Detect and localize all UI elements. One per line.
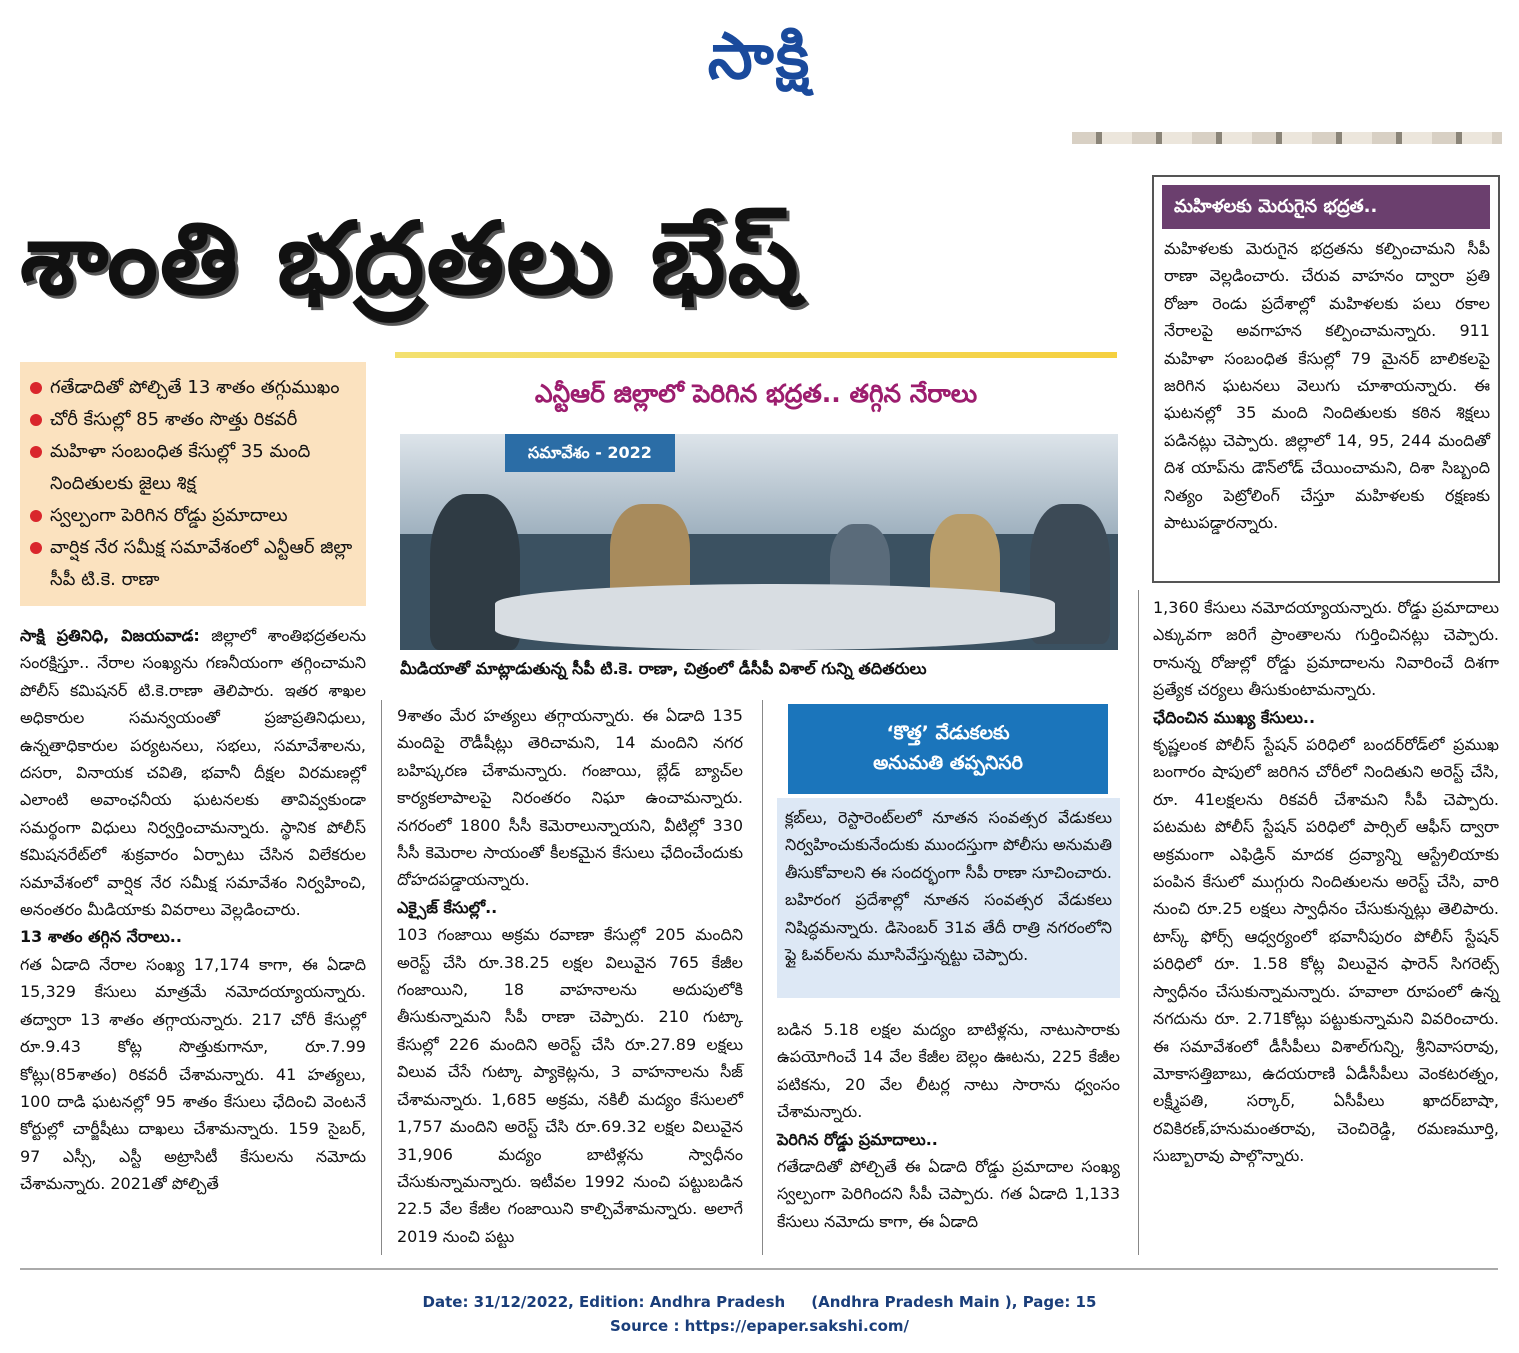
footer-source: Source : https://epaper.sakshi.com/ [609,1317,909,1335]
top-photo-strip [1072,132,1502,144]
highlight-item: మహిళా సంబంధిత కేసుల్లో 35 మంది నిందితులకు జైలు శిక్ష [30,436,358,500]
article-column-3 [777,1016,1120,1235]
photo-banner: సమావేశం - 2022 [505,434,675,472]
footer-rule [20,1268,1498,1270]
column-divider [1138,590,1139,1255]
newyear-box-title: ‘కొత్త’ వేడుకలకు అనుమతి తప్పనిసరి [788,704,1108,794]
article-paragraph: బడిన 5.18 లక్షల మద్యం బాటిళ్లను, నాటుసారాకు ఉపయోగించే 14 వేల కేజీల బెల్లం ఊటను, 225 కేజీల పటికను, 20 వేల లీటర్ల నాటు సారాను ధ్వంసం చేశామన్నారు. [777,1020,1120,1122]
highlights-box [20,362,366,606]
article-paragraph: 9శాతం మేర హత్యలు తగ్గాయన్నారు. ఈ ఏడాది 135 మందిపై రౌడీషీట్లు తెరిచామని, 14 మందిని నగర బహిష్కరణ చేశామన్నారు. గంజాయి, బ్లేడ్‌ బ్యాచ్‌ల కార్యకలాపాలపై నిరంతరం నిఘా ఉంచామన్నారు. నగరంలో 1800 సీసీ కెమెరాలున్నాయని, వీటిల్లో 330 సీసీ కెమెరాల సాయంతో కీలకమైన కేసులు ఛేదించేందుకు దోహదపడ్డాయన్నారు. [397,706,743,890]
article-column-4 [1153,594,1499,1170]
news-photo [400,434,1118,650]
column-divider [381,700,382,1255]
section-heading: 13 శాతం తగ్గిన నేరాలు.. [20,927,182,947]
section-heading: పెరిగిన రోడ్డు ప్రమాదాలు.. [777,1129,938,1149]
column-divider [762,700,763,1255]
section-heading: ఎక్సైజ్‌ కేసుల్లో.. [397,897,498,917]
bullet-icon [30,414,42,426]
article-paragraph: గత ఏడాది నేరాల సంఖ్య 17,174 కాగా, ఈ ఏడాది 15,329 కేసులు మాత్రమే నమోదయ్యాయన్నారు. తద్వారా 13 శాతం తగ్గాయన్నారు. 217 చోరీ కేసుల్లో రూ.9.43 కోట్ల సొత్తుకుగానూ, రూ.7.99 కోట్లు(85శాతం) రికవరీ చేశామన్నారు. 41 హత్యలు, 100 దాడి ఘటనల్లో 95 శాతం కేసులు ఛేదించి వెంటనే కోర్టుల్లో చార్జీషీటు దాఖలు చేశామన్నారు. 159 సైబర్‌, 97 ఎస్సీ, ఎస్టీ అట్రాసిటీ కేసులను నమోదు చేశామన్నారు. 2021తో పోల్చితే [20,954,366,1194]
highlight-item: స్వల్పంగా పెరిగిన రోడ్డు ప్రమాదాలు [30,500,358,532]
headline: శాంతి భద్రతలు భేష్ [20,199,801,317]
bullet-icon [30,542,42,554]
article-paragraph: గతేడాదితో పోల్చితే ఈ ఏడాది రోడ్డు ప్రమాదాల సంఖ్య స్వల్పంగా పెరిగిందని సీపీ చెప్పారు. గత ఏడాది 1,133 కేసులు నమోదు కాగా, ఈ ఏడాది [777,1157,1120,1231]
newyear-box-body: క్లబ్‌లు, రెస్టారెంట్‌లలో నూతన సంవత్సర వేడుకలు నిర్వహించుకునేందుకు ముందస్తుగా పోలీసు అనుమతి తీసుకోవాలని ఈ సందర్భంగా సీపీ రాణా సూచించారు. బహిరంగ ప్రదేశాల్లో నూతన సంవత్సర వేడుకలు నిషిద్ధమన్నారు. డిసెంబర్‌ 31వ తేదీ రాత్రి నగరంలోని ఫ్లై ఓవర్‌లను మూసివేస్తున్నట్టు చెప్పారు. [777,798,1120,998]
women-box-body: మహిళలకు మెరుగైన భద్రతను కల్పించామని సీపీ రాణా వెల్లడించారు. చేరువ వాహనం ద్వారా ప్రతి రోజూ రెండు ప్రదేశాల్లో మహిళలకు పలు రకాల నేరాలపై అవగాహన కల్పించామన్నారు. 911 మహిళా సంబంధిత కేసుల్లో 79 మైనర్‌ బాలికలపై జరిగిన ఘటనలు వెలుగు చూశాయన్నారు. ఈ ఘటనల్లో 35 మంది నిందితులకు కఠిన శిక్షలు పడినట్లు చెప్పారు. జిల్లాలో 14, 95, 244 మందితో దిశ యాప్‌ను డౌన్‌లోడ్‌ చేయించామని, దిశా సిబ్బంది నిత్యం పెట్రోలింగ్‌ చేస్తూ మహిళలకు రక్షణకు పాటుపడ్డారన్నారు. [1164,239,1490,533]
bullet-icon [30,382,42,394]
article-paragraph: కృష్ణలంక పోలీస్‌ స్టేషన్‌ పరిధిలో బందర్‌రోడ్‌లో ప్రముఖ బంగారం షాపులో జరిగిన చోరీలో నిందితుని అరెస్ట్‌ చేసి, రూ. 41లక్షలను రికవరీ చేశామని సీపీ చెప్పారు. పటమట పోలీస్‌ స్టేషన్‌ పరిధిలో పార్సిల్‌ ఆఫీస్‌ ద్వారా అక్రమంగా ఎఫిడ్రిన్‌ మాదక ద్రవ్యాన్ని ఆస్ట్రేలియాకు పంపిన కేసులో ముగ్గురు నిందితులను అరెస్ట్‌ చేసి, వారి నుంచి రూ.25 లక్షలు స్వాధీనం చేసుకున్నట్లు తెలిపారు. టాస్క్‌ ఫోర్స్‌ ఆధ్వర్యంలో భవానీపురం పోలీస్‌ స్టేషన్‌ పరిధిలో రూ. 1.58 కోట్ల విలువైన ఫారెన్‌ సిగరెట్స్‌ స్వాధీనం చేసుకున్నామన్నారు. హవాలా రూపంలో ఉన్న నగదును రూ. 2.71కోట్లు పట్టుకున్నామని వివరించారు. ఈ సమావేశంలో డీసీపీలు విశాల్‌గున్ని, శ్రీనివాసరావు, మోకాసత్తిబాబు, ఉదయరాణి ఏడీసీపీలు వెంకటరత్నం, లక్ష్మీపతి, సర్కార్‌, ఏసీపీలు ఖాదర్‌బాషా, రవికిరణ్‌,హనుమంతరావు, చెంచిరెడ్డి, రమణమూర్తి, సుబ్బారావు పాల్గొన్నారు. [1153,735,1499,1166]
footer-date: Date: 31/12/2022, Edition: Andhra Pradesh (Andhra Pradesh Main ), Page: 15 [422,1293,1097,1311]
photo-table [495,584,1055,650]
photo-caption: మీడియాతో మాట్లాడుతున్న సీపీ టి.కె. రాణా, చిత్రంలో డీసీపీ విశాల్‌ గున్ని తదితరులు [400,659,927,678]
footer [0,1290,1519,1338]
masthead-logo: సాక్షి [707,20,812,94]
article-paragraph: 103 గంజాయి అక్రమ రవాణా కేసుల్లో 205 మందిని అరెస్ట్‌ చేసి రూ.38.25 లక్షల విలువైన 765 కేజీల గంజాయిని, 18 వాహనాలను అదుపులోకి తీసుకున్నామని సీపీ రాణా చెప్పారు. 210 గుట్కా కేసుల్లో 226 మందిని అరెస్ట్‌ చేసి రూ.27.89 లక్షలు విలువ చేసే గుట్కా ప్యాకెట్లను, 3 వాహనాలను సీజ్‌ చేశామన్నారు. 1,685 అక్రమ, నకిలీ మద్యం కేసులలో 1,757 మందిని అరెస్ట్‌ చేసి రూ.69.32 లక్షల విలువైన 31,906 మద్యం బాటిళ్లను స్వాధీనం చేసుకున్నామన్నారు. ఇటీవల 1992 నుంచి పట్టుబడిన 22.5 వేల కేజీల గంజాయిని కాల్చివేశామన్నారు. అలాగే 2019 నుంచి పట్టు [397,925,743,1246]
article-paragraph: 1,360 కేసులు నమోదయ్యాయన్నారు. రోడ్డు ప్రమాదాలు ఎక్కువగా జరిగే ప్రాంతాలను గుర్తించినట్లు చెప్పారు. రానున్న రోజుల్లో రోడ్డు ప్రమాదాలను నివారించే దిశగా ప్రత్యేక చర్యలు తీసుకుంటామన్నారు. [1153,598,1499,700]
highlight-item: చోరీ కేసుల్లో 85 శాతం సొత్తు రికవరీ [30,404,358,436]
dateline: సాక్షి ప్రతినిధి, విజయవాడ: [20,626,200,645]
subheadline: ఎన్టీఆర్‌ జిల్లాలో పెరిగిన భద్రత.. తగ్గిన నేరాలు [534,379,978,408]
article-column-2 [397,702,743,1250]
bullet-icon [30,446,42,458]
headline-rule [395,352,1117,358]
highlight-item: వార్షిక నేర సమీక్ష సమావేశంలో ఎన్టీఆర్‌ జిల్లా సీపీ టి.కె. రాణా [30,532,358,596]
women-box-title: మహిళలకు మెరుగైన భద్రత.. [1162,185,1490,229]
section-heading: ఛేదించిన ముఖ్య కేసులు.. [1153,707,1316,727]
highlight-item: గతేడాదితో పోల్చితే 13 శాతం తగ్గుముఖం [30,372,358,404]
bullet-icon [30,510,42,522]
article-paragraph: సాక్షి ప్రతినిధి, విజయవాడ: జిల్లాలో శాంతిభద్రతలను సంరక్షిస్తూ.. నేరాల సంఖ్యను గణనీయంగా తగ్గించామని పోలీస్‌ కమిషనర్‌ టి.కె.రాణా తెలిపారు. ఇతర శాఖల అధికారుల సమన్వయంతో ప్రజాప్రతినిధులు, ఉన్నతాధికారుల పర్యటనలు, సభలు, సమావేశాలను, దసరా, వినాయక చవితి, భవానీ దీక్షల విరమణల్లో ఎలాంటి అవాంఛనీయ ఘటనలకు తావివ్వకుండా సమర్థంగా విధులు నిర్వర్తించామన్నారు. స్థానిక పోలీస్‌ కమిషనరేట్‌లో శుక్రవారం ఏర్పాటు చేసిన విలేకరుల సమావేశంలో వార్షిక నేర సమీక్ష సమావేశం నిర్వహించి, అనంతరం మీడియాకు వివరాలు వెల్లడించారు. [20,626,366,920]
article-column-1 [20,622,366,1198]
